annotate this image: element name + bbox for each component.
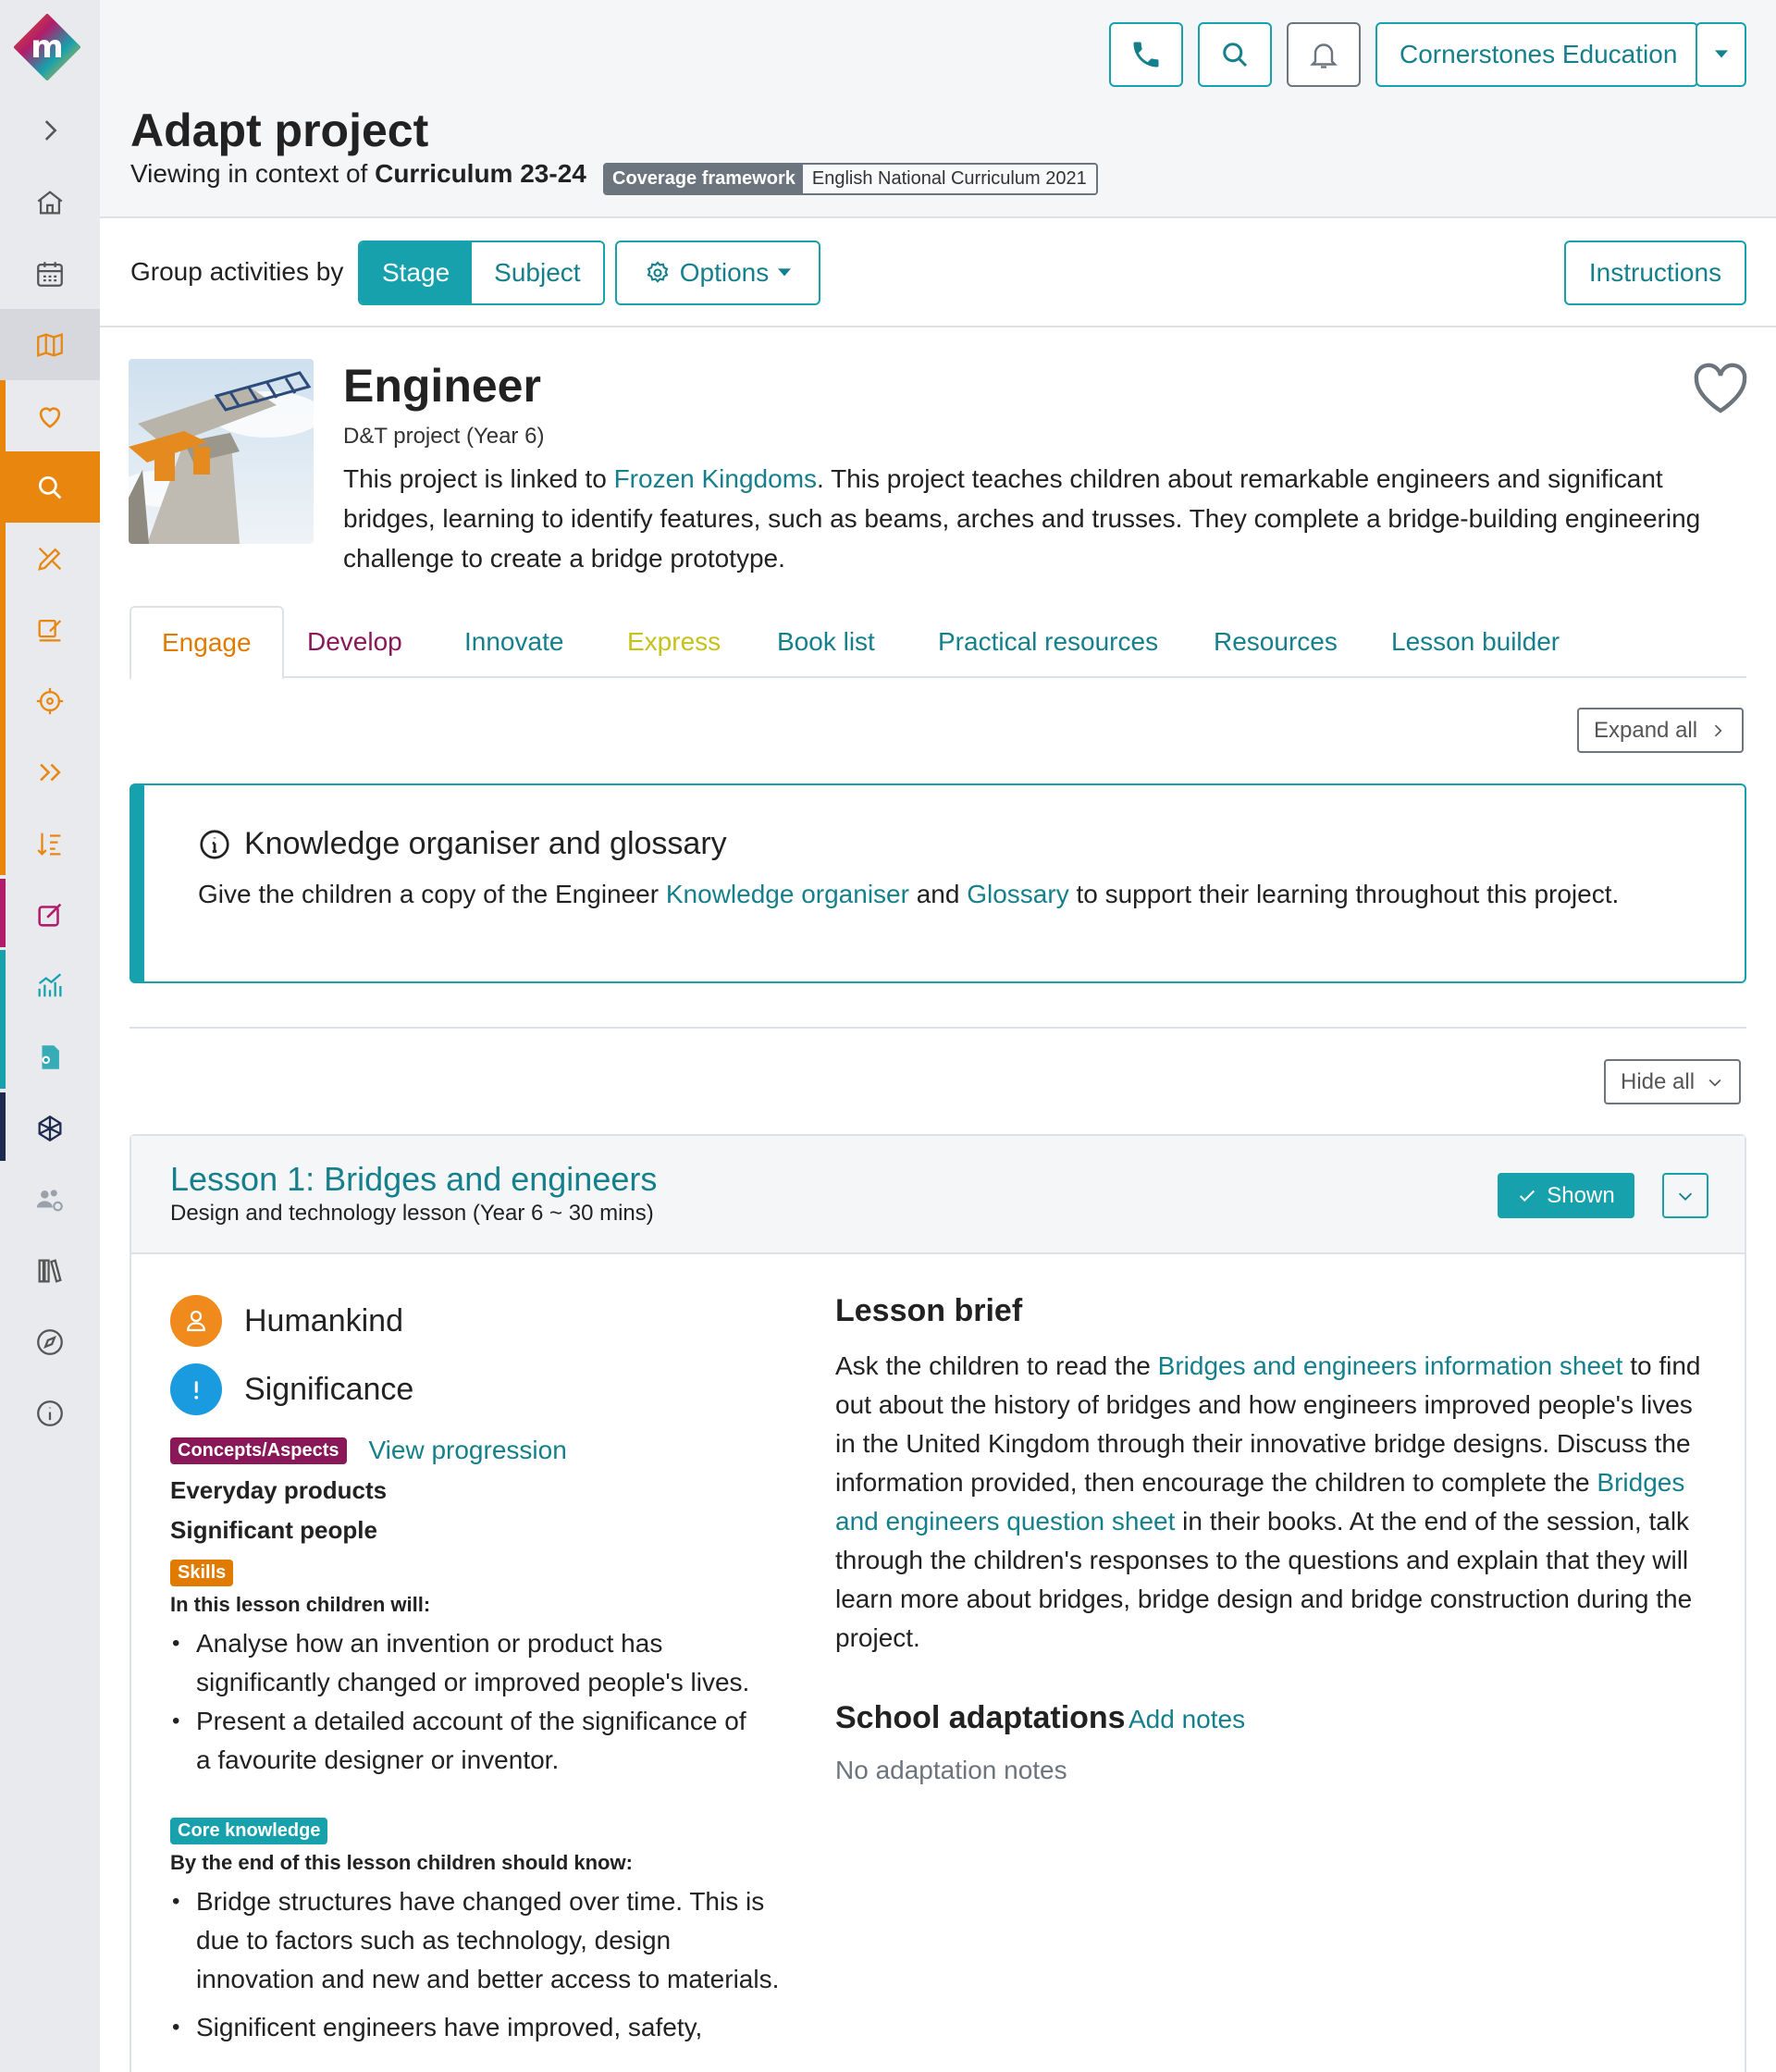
- notifications-button[interactable]: [1287, 22, 1361, 87]
- users-settings-icon[interactable]: [0, 1164, 100, 1235]
- fast-forward-icon[interactable]: [0, 736, 100, 808]
- exclamation-icon: [170, 1363, 222, 1415]
- group-by-label: Group activities by: [130, 257, 344, 286]
- home-icon[interactable]: [0, 166, 100, 238]
- core-knowledge-pill: Core knowledge: [170, 1818, 327, 1844]
- category-humankind: [170, 1295, 403, 1347]
- search-icon: [1218, 38, 1252, 71]
- project-image: [129, 359, 314, 544]
- stage-tabs: [130, 606, 1746, 678]
- concepts-row: [170, 1436, 567, 1465]
- callout-title: Knowledge organiser and glossary: [244, 826, 727, 861]
- category-label: Significance: [244, 1371, 414, 1407]
- group-stage-button[interactable]: Stage: [360, 242, 472, 303]
- organisation-dropdown-toggle[interactable]: [1696, 22, 1746, 87]
- project-description: [343, 459, 1749, 578]
- grouping-toolbar: [100, 218, 1776, 327]
- core-intro: By the end of this lesson children should know:: [170, 1851, 633, 1874]
- list-item: • Significent engineers have improved, safety,: [170, 2008, 781, 2047]
- callout-body: [198, 880, 1619, 909]
- tab-engage-label: Engage: [162, 628, 252, 657]
- tab-develop-label: Develop: [307, 627, 402, 656]
- lesson-collapse-button[interactable]: [1662, 1173, 1708, 1218]
- edit-icon[interactable]: [0, 594, 100, 665]
- no-adaptation-notes: No adaptation notes: [835, 1756, 1067, 1784]
- network-icon[interactable]: [0, 1092, 100, 1164]
- info-icon[interactable]: [0, 1377, 100, 1449]
- phone-button[interactable]: [1109, 22, 1183, 87]
- heart-icon[interactable]: [0, 380, 100, 451]
- lesson-subtitle: Design and technology lesson (Year 6 ~ 30 mins): [170, 1201, 654, 1226]
- concepts-pill: Concepts/Aspects: [170, 1437, 347, 1464]
- gear-icon: [645, 260, 671, 286]
- tab-practical-resources-label: Practical resources: [938, 627, 1159, 656]
- check-icon: [1517, 1186, 1537, 1206]
- list-item: • Present a detailed account of the significance of a favourite designer or inventor.: [170, 1702, 762, 1780]
- coverage-framework-badge: [603, 163, 1098, 195]
- linked-project-link[interactable]: Frozen Kingdoms: [613, 464, 818, 493]
- phone-icon: [1129, 38, 1163, 71]
- tab-book-list[interactable]: [777, 606, 875, 678]
- sidebar: [0, 0, 100, 2072]
- compass-icon[interactable]: [0, 1306, 100, 1377]
- tab-express[interactable]: [627, 606, 721, 678]
- question-sheet-link[interactable]: Bridges and engineers question sheet: [835, 1468, 1685, 1536]
- section-divider: [130, 1027, 1746, 1029]
- group-by-toggle: [358, 240, 605, 305]
- document-icon[interactable]: [0, 1021, 100, 1092]
- map-icon[interactable]: [0, 309, 100, 380]
- view-progression-link[interactable]: View progression: [368, 1436, 567, 1464]
- list-item: • Bridge structures have changed over time. This is due to factors such as technology, design innovation and new and better access to materials.: [170, 1882, 781, 1999]
- concept-item: Everyday products: [170, 1476, 388, 1504]
- search-icon[interactable]: [0, 451, 100, 523]
- group-subject-button[interactable]: Subject: [472, 242, 602, 303]
- information-sheet-link[interactable]: Bridges and engineers information sheet: [1157, 1351, 1623, 1380]
- tab-practical-resources[interactable]: [938, 606, 1158, 678]
- favourite-button[interactable]: [1691, 361, 1750, 416]
- callout-heading: [198, 826, 727, 862]
- chevron-right-icon: [1708, 722, 1727, 740]
- lesson-header: [131, 1136, 1745, 1254]
- callout-text: to support their learning throughout this project.: [1076, 880, 1620, 908]
- tab-develop[interactable]: [307, 606, 402, 678]
- lesson-card: [130, 1134, 1746, 2072]
- shown-label: Shown: [1547, 1182, 1615, 1208]
- target-icon[interactable]: [0, 665, 100, 736]
- tab-lesson-builder-label: Lesson builder: [1391, 627, 1560, 656]
- shown-toggle-button[interactable]: [1498, 1173, 1634, 1218]
- school-adaptations-title: School adaptations: [835, 1700, 1126, 1735]
- skills-intro: In this lesson children will:: [170, 1593, 431, 1616]
- expand-all-label: Expand all: [1594, 717, 1698, 743]
- search-button[interactable]: [1198, 22, 1272, 87]
- instructions-button[interactable]: Instructions: [1564, 240, 1746, 305]
- tab-resources-label: Resources: [1214, 627, 1338, 656]
- brief-text: in their books. At the end of the session, talk through the children's responses to the questions and explain that they will learn more about bridges, bridge design and bridge construction during the project.: [835, 1507, 1693, 1652]
- project-title: Engineer: [343, 360, 541, 412]
- tab-innovate-label: Innovate: [464, 627, 564, 656]
- bell-icon: [1307, 38, 1340, 71]
- organisation-name: Cornerstones Education: [1400, 40, 1678, 68]
- lesson-brief-body: [835, 1347, 1705, 1658]
- page-title: Adapt project: [130, 105, 429, 156]
- tab-lesson-builder[interactable]: [1391, 606, 1560, 678]
- concept-item: Significant people: [170, 1516, 377, 1544]
- chevron-down-icon: [1706, 1073, 1724, 1092]
- list-item: • Analyse how an invention or product has significantly changed or improved people's lives.: [170, 1624, 762, 1702]
- tab-engage[interactable]: [130, 606, 284, 680]
- hide-all-label: Hide all: [1621, 1068, 1696, 1094]
- skills-list: [170, 1624, 762, 1780]
- category-significance: [170, 1363, 413, 1415]
- brief-text: to find out about the history of bridges and how engineers improved people's lives in the United Kingdom through their innovative bridge designs. Discuss the information provided, then encourage the children to complete the: [835, 1351, 1701, 1497]
- context-prefix: Viewing in context of: [130, 159, 368, 188]
- caret-down-icon: [1715, 50, 1728, 59]
- sort-icon[interactable]: [0, 808, 100, 879]
- callout-text: Give the children a copy of the Engineer: [198, 880, 660, 908]
- brief-text: Ask the children to read the: [835, 1351, 1151, 1380]
- library-icon[interactable]: [0, 1235, 100, 1306]
- add-notes-link[interactable]: Add notes: [1128, 1705, 1246, 1733]
- hide-all-button[interactable]: [1604, 1059, 1741, 1104]
- info-icon: [198, 828, 231, 861]
- organisation-button[interactable]: [1375, 22, 1698, 87]
- chevron-down-icon: [1675, 1186, 1696, 1206]
- tab-express-label: Express: [627, 627, 722, 656]
- calendar-icon[interactable]: [0, 238, 100, 309]
- lesson-title[interactable]: Lesson 1: Bridges and engineers: [170, 1160, 658, 1198]
- design-tools-icon[interactable]: [0, 523, 100, 594]
- glossary-link[interactable]: Glossary: [967, 880, 1069, 908]
- knowledge-organiser-link[interactable]: Knowledge organiser: [665, 880, 909, 908]
- tab-innovate[interactable]: [464, 606, 563, 678]
- context-curriculum: Curriculum 23-24: [375, 159, 586, 188]
- person-icon: [170, 1295, 222, 1347]
- pencil-square-icon[interactable]: [0, 879, 100, 950]
- app-logo[interactable]: [14, 14, 80, 80]
- category-label: Humankind: [244, 1302, 403, 1338]
- lesson-brief-title: Lesson brief: [835, 1293, 1023, 1328]
- knowledge-organiser-callout: [130, 783, 1746, 983]
- svg-text:m: m: [31, 29, 64, 66]
- options-button[interactable]: [615, 240, 820, 305]
- skills-pill: Skills: [170, 1560, 233, 1586]
- expand-chevron-icon[interactable]: [0, 94, 100, 166]
- page-header: [100, 0, 1776, 218]
- core-knowledge-list: [170, 1882, 781, 2047]
- tab-resources[interactable]: [1214, 606, 1338, 678]
- project-type: D&T project (Year 6): [343, 424, 545, 449]
- callout-text: and: [916, 880, 960, 908]
- analytics-icon[interactable]: [0, 950, 100, 1021]
- options-label: Options: [679, 258, 770, 287]
- coverage-value: English National Curriculum 2021: [803, 165, 1096, 193]
- caret-down-icon: [778, 268, 791, 278]
- tab-book-list-label: Book list: [777, 627, 875, 656]
- project-desc-rest: . This project teaches children about remarkable engineers and significant bridges, learning to identify features, such as beams, arches and trusses. They complete a bridge-building engineering challenge to create a bridge prototype.: [343, 464, 1701, 573]
- expand-all-button[interactable]: [1577, 708, 1744, 753]
- project-desc-prefix: This project is linked to: [343, 464, 607, 493]
- context-line: [130, 159, 586, 189]
- heart-icon: [1691, 361, 1750, 416]
- coverage-label: Coverage framework: [605, 165, 803, 193]
